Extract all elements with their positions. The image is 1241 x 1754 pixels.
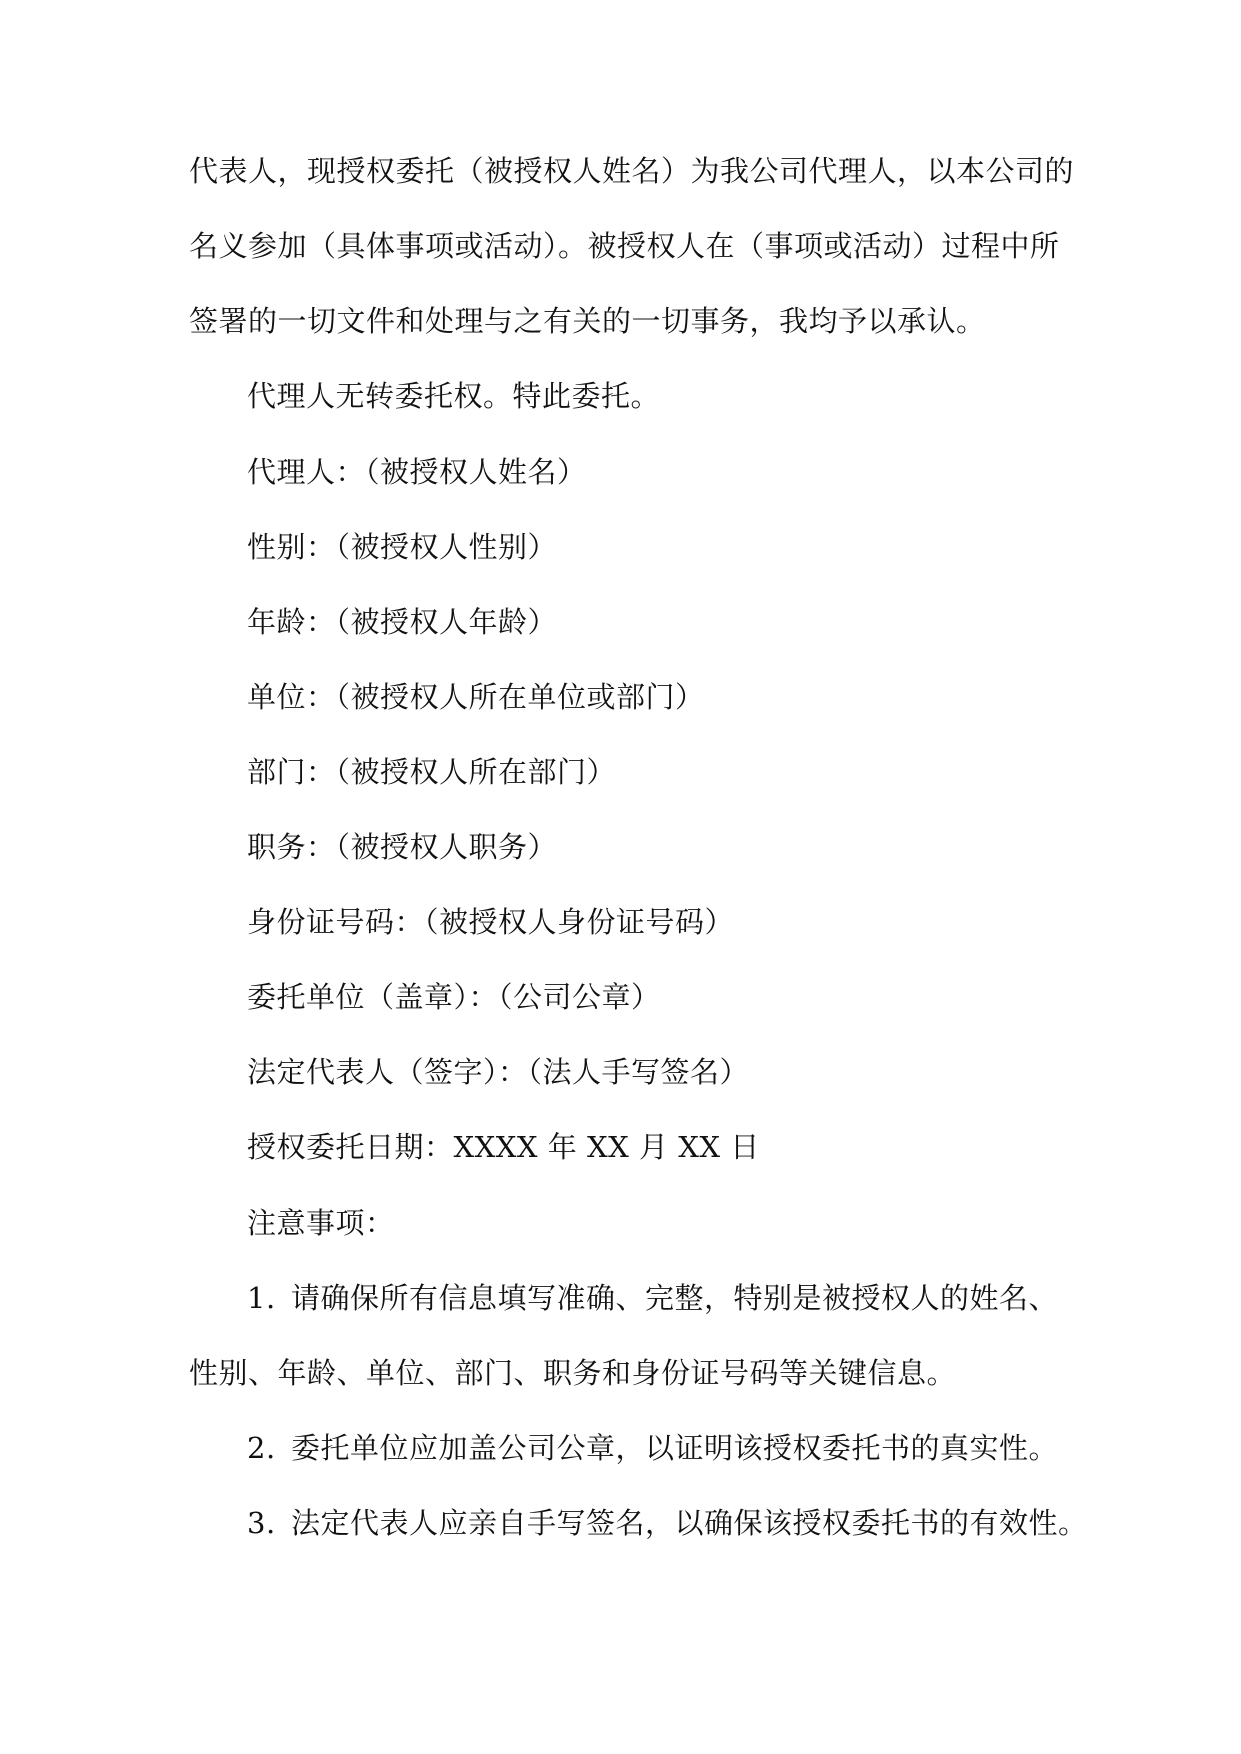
note-continuation: 性别、年龄、单位、部门、职务和身份证号码等关键信息。	[189, 1356, 957, 1390]
field-authorization-date: 授权委托日期：XXXX 年 XX 月 XX 日	[247, 1130, 760, 1164]
paragraph-line: 代表人，现授权委托（被授权人姓名）为我公司代理人，以本公司的	[189, 154, 1075, 188]
no-transfer-statement: 代理人无转委托权。特此委托。	[247, 379, 661, 413]
field-id-number: 身份证号码：（被授权人身份证号码）	[247, 905, 735, 939]
field-unit: 单位：（被授权人所在单位或部门）	[247, 680, 705, 714]
note-text: 委托单位应加盖公司公章，以证明该授权委托书的真实性。	[291, 1431, 1059, 1465]
field-department: 部门：（被授权人所在部门）	[247, 755, 617, 789]
paragraph-line: 名义参加（具体事项或活动）。被授权人在（事项或活动）过程中所	[189, 229, 1060, 263]
field-entrusting-unit: 委托单位（盖章）：（公司公章）	[247, 980, 661, 1014]
paragraph-line: 签署的一切文件和处理与之有关的一切事务，我均予以承认。	[189, 304, 986, 338]
note-number: 3.	[247, 1506, 276, 1540]
notes-heading: 注意事项：	[247, 1206, 395, 1240]
field-gender: 性别：（被授权人性别）	[247, 530, 558, 564]
note-number: 1.	[247, 1281, 276, 1315]
field-agent-name: 代理人：（被授权人姓名）	[247, 455, 587, 489]
note-item	[247, 1428, 1058, 1468]
field-position: 职务：（被授权人职务）	[247, 830, 558, 864]
note-item	[247, 1278, 1058, 1318]
note-text: 法定代表人应亲自手写签名，以确保该授权委托书的有效性。	[291, 1506, 1088, 1540]
note-number: 2.	[247, 1431, 276, 1465]
field-legal-representative: 法定代表人（签字）：（法人手写签名）	[247, 1055, 750, 1089]
note-item	[247, 1503, 1088, 1543]
field-age: 年龄：（被授权人年龄）	[247, 605, 558, 639]
note-text: 请确保所有信息填写准确、完整，特别是被授权人的姓名、	[291, 1281, 1059, 1315]
